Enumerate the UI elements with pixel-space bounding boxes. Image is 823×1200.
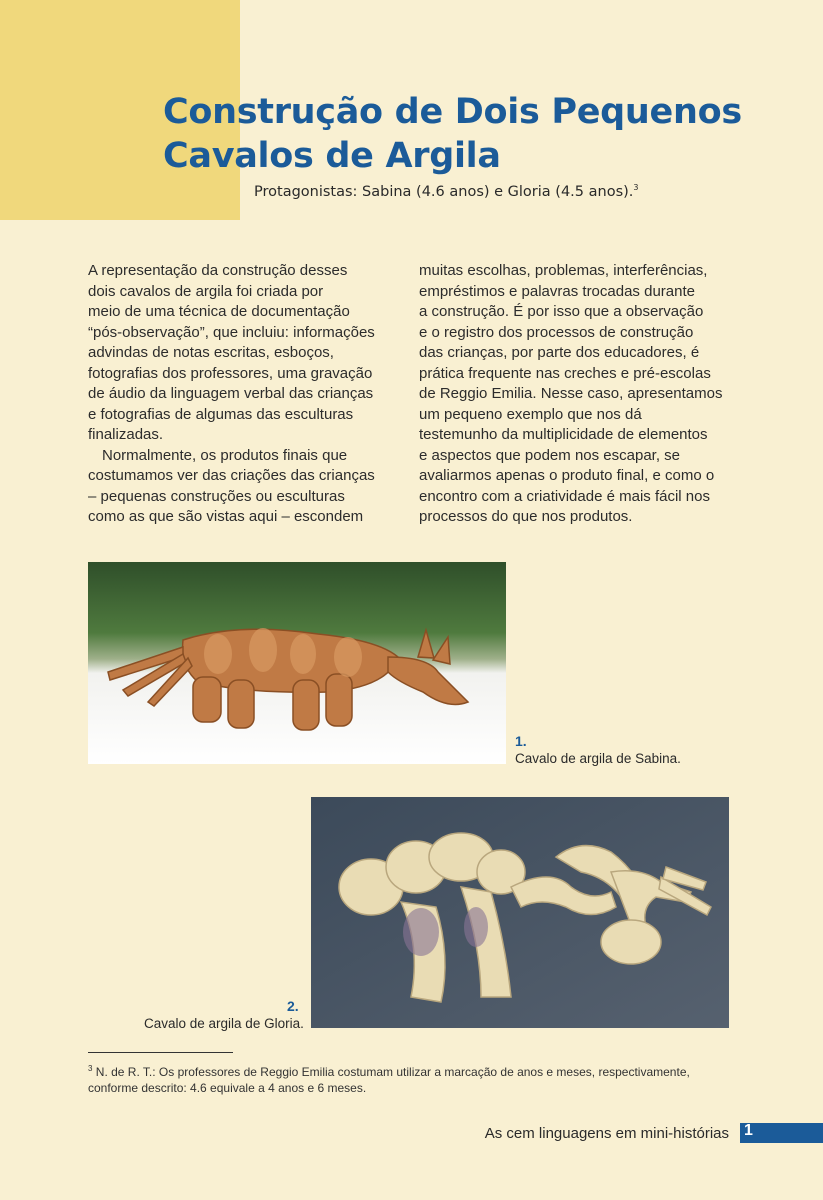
photo-gloria-clay-horse bbox=[311, 797, 729, 1028]
footnote-marker: 3 bbox=[88, 1064, 93, 1073]
figure-1-caption: Cavalo de argila de Sabina. bbox=[515, 751, 681, 766]
text-line: um pequeno exemplo que nos dá bbox=[419, 405, 642, 423]
text-line: fotografias dos professores, uma gravação bbox=[88, 364, 373, 382]
text-line: “pós-observação”, que incluiu: informações bbox=[88, 323, 375, 341]
text-line: costumamos ver das criações das crianças bbox=[88, 467, 375, 484]
text-line: e o registro dos processos de construção bbox=[419, 323, 694, 341]
footnote-divider bbox=[88, 1052, 233, 1053]
text-line: das crianças, por parte dos educadores, é bbox=[419, 344, 700, 361]
text-line: empréstimos e palavras trocadas durante bbox=[419, 282, 695, 300]
paragraph-2-continued bbox=[419, 261, 739, 528]
body-column-right bbox=[419, 261, 739, 528]
text-line: encontro com a criatividade é mais fácil nos bbox=[419, 487, 710, 505]
text-line: finalizadas. bbox=[88, 426, 164, 443]
text-line: e fotografias de algumas das esculturas bbox=[88, 405, 354, 423]
text-line: – pequenas construções ou esculturas bbox=[88, 487, 345, 505]
text-line: avaliarmos apenas o produto final, e como o bbox=[419, 467, 715, 484]
text-line: muitas escolhas, problemas, interferências, bbox=[419, 262, 708, 279]
footnote bbox=[88, 1061, 728, 1096]
title-line-1: Construção de Dois Pequenos bbox=[163, 92, 742, 132]
text-line: de Reggio Emilia. Nesse caso, apresentamos bbox=[419, 385, 723, 402]
figure-1-number: 1. bbox=[515, 733, 527, 749]
text-line: meio de uma técnica de documentação bbox=[88, 303, 350, 320]
figure-2-number: 2. bbox=[287, 998, 299, 1014]
footnote-ref: 3 bbox=[633, 183, 639, 192]
text-line: processos do que nos produtos. bbox=[419, 508, 633, 525]
subtitle-text: Protagonistas: Sabina (4.6 anos) e Gloria (4.5 anos). bbox=[254, 183, 634, 200]
page-title bbox=[163, 90, 783, 178]
photo-sabina-clay-horse bbox=[88, 562, 506, 764]
clay-horse-illustration-2 bbox=[311, 797, 729, 1028]
text-line: e aspectos que podem nos escapar, se bbox=[419, 446, 681, 464]
footnote-text-line-2: conforme descrito: 4.6 equivale a 4 anos e 6 meses. bbox=[88, 1081, 367, 1095]
body-column-left bbox=[88, 261, 406, 528]
text-line: A representação da construção desses bbox=[88, 262, 348, 279]
running-footer-title: As cem linguagens em mini-histórias bbox=[484, 1125, 729, 1142]
clay-horse-illustration-1 bbox=[88, 562, 506, 764]
title-line-2: Cavalos de Argila bbox=[163, 136, 501, 176]
protagonists-subtitle bbox=[254, 183, 638, 200]
page-number: 1 bbox=[744, 1122, 753, 1139]
text-line: advindas de notas escritas, esboços, bbox=[88, 344, 334, 361]
text-line: dois cavalos de argila foi criada por bbox=[88, 282, 324, 300]
footnote-text-line-1: N. de R. T.: Os professores de Reggio Emilia costumam utilizar a marcação de anos e meses, respectivamente, bbox=[92, 1065, 690, 1079]
text-line: de áudio da linguagem verbal das crianças bbox=[88, 385, 374, 402]
text-line: testemunho da multiplicidade de elementos bbox=[419, 426, 708, 443]
paragraph-1 bbox=[88, 261, 406, 446]
paragraph-2 bbox=[88, 446, 406, 528]
text-line: Normalmente, os produtos finais que bbox=[102, 446, 348, 464]
figure-2-caption: Cavalo de argila de Gloria. bbox=[144, 1016, 304, 1031]
text-line: como as que são vistas aqui – escondem bbox=[88, 508, 364, 525]
text-line: a construção. É por isso que a observação bbox=[419, 303, 704, 320]
text-line: prática frequente nas creches e pré-escolas bbox=[419, 364, 711, 382]
